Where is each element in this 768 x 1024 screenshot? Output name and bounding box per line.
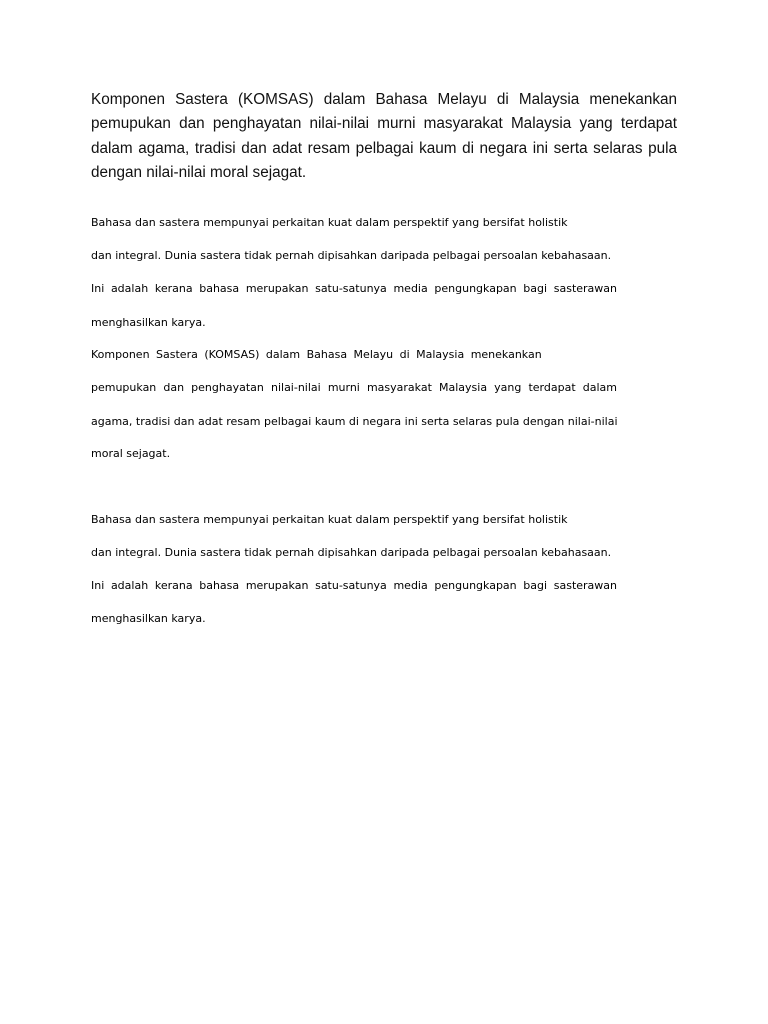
text-line: agama, tradisi dan adat resam pelbagai kaum di negara ini serta selaras pula dengan nilai-nilai <box>91 415 618 428</box>
text-line: Bahasa dan sastera mempunyai perkaitan kuat dalam perspektif yang bersifat holistik <box>91 513 568 526</box>
text-line: Ini adalah kerana bahasa merupakan satu-satunya media pengungkapan bagi sasterawan <box>91 282 617 295</box>
text-line: Komponen Sastera (KOMSAS) dalam Bahasa Melayu di Malaysia menekankan <box>91 348 542 361</box>
text-line: Bahasa dan sastera mempunyai perkaitan kuat dalam perspektif yang bersifat holistik <box>91 216 568 229</box>
text-line: menghasilkan karya. <box>91 612 206 625</box>
text-line: menghasilkan karya. <box>91 316 206 329</box>
text-line: dan integral. Dunia sastera tidak pernah dipisahkan daripada pelbagai persoalan kebahasaan. <box>91 249 612 262</box>
text-line: dan integral. Dunia sastera tidak pernah dipisahkan daripada pelbagai persoalan kebahasaan. <box>91 546 612 559</box>
text-line: pemupukan dan penghayatan nilai-nilai murni masyarakat Malaysia yang terdapat dalam <box>91 381 617 394</box>
text-line: moral sejagat. <box>91 447 171 460</box>
komsas-paragraph: Komponen Sastera (KOMSAS) dalam Bahasa Melayu di Malaysia menekankan pemupukan dan penghayatan nilai-nilai murni masyarakat Malaysia yang terdapat dalam agama, tradisi dan adat resam pelbagai kaum di negara ini serta selaras pula dengan nilai-nilai moral sejagat. <box>91 91 677 181</box>
text-line: Ini adalah kerana bahasa merupakan satu-satunya media pengungkapan bagi sasterawan <box>91 579 617 592</box>
